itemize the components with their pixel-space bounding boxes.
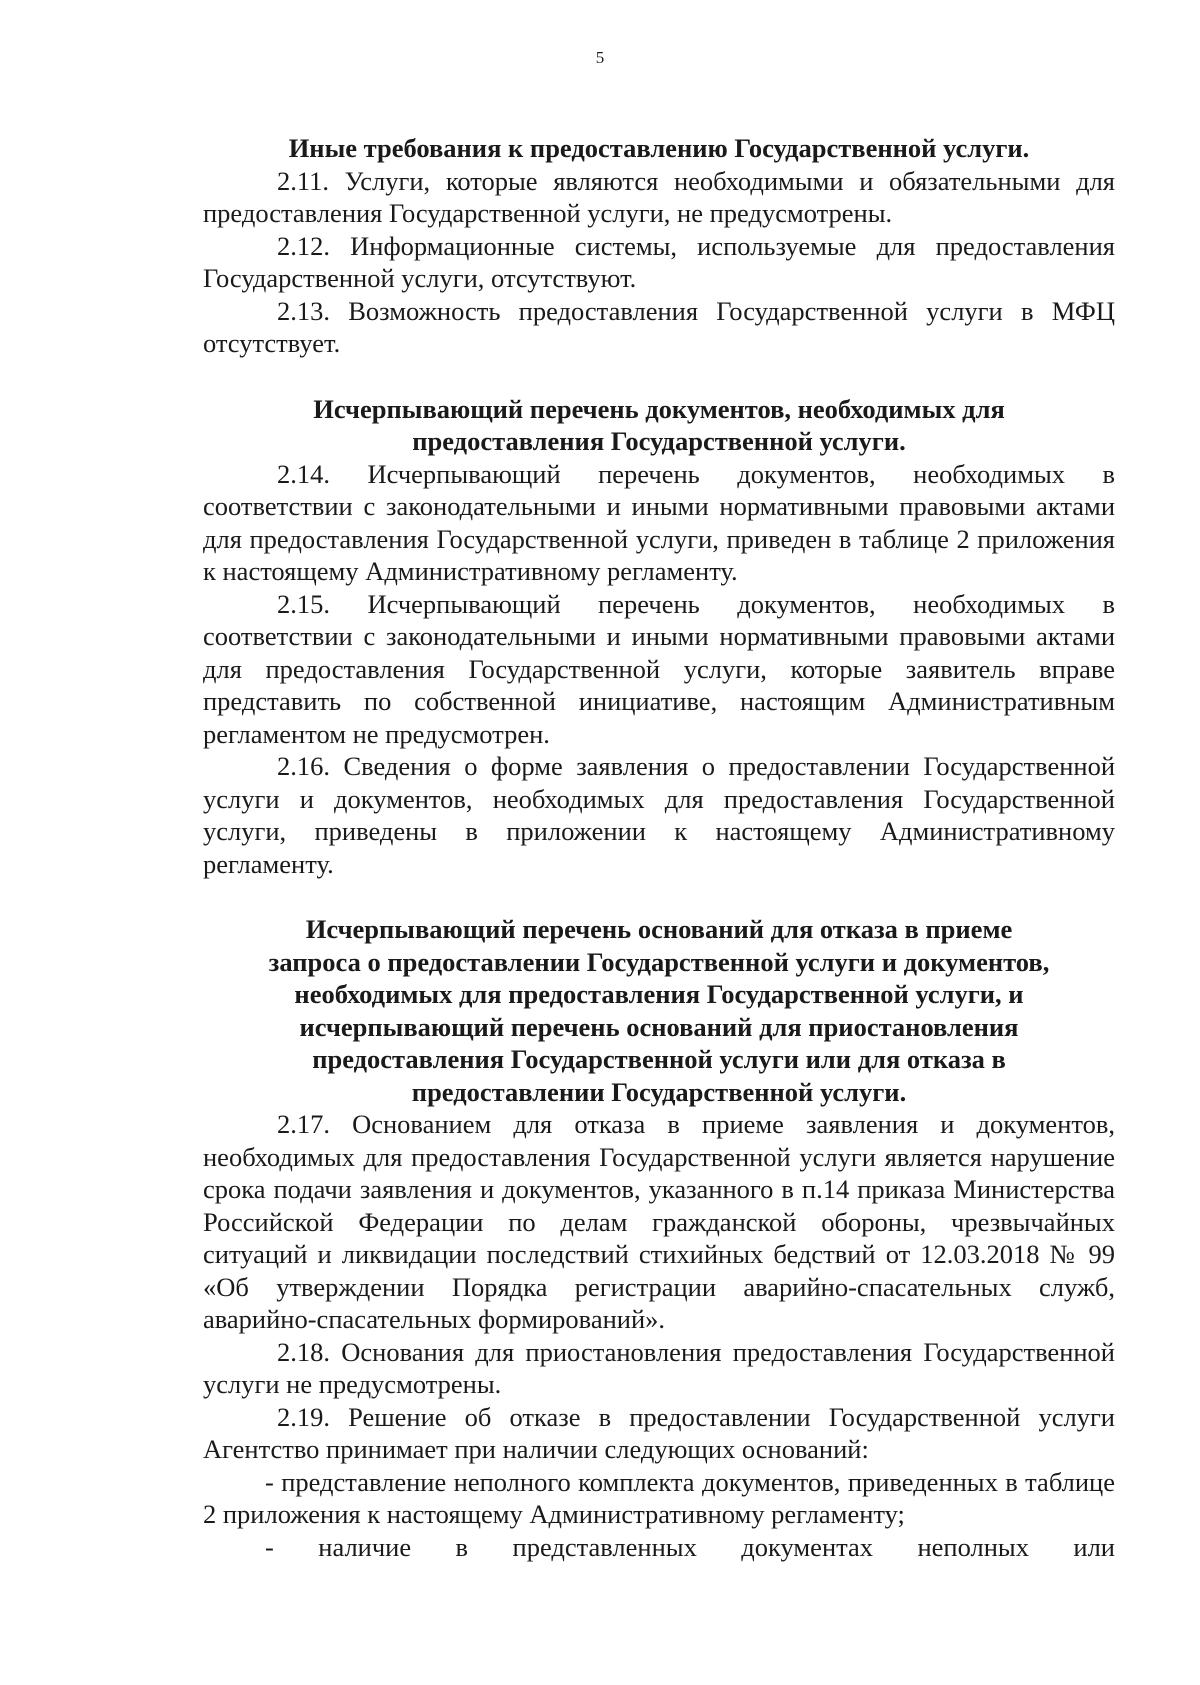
heading-line: Иные требования к предоставлению Государственной услуги. [288,133,1030,163]
heading-line: исчерпывающий перечень оснований для приостановления [299,1011,1019,1042]
paragraph-2-19: 2.19. Решение об отказе в предоставлении Государственной услуги Агентство принимает при наличии следующих оснований: [203,1401,1115,1464]
paragraph-2-11: 2.11. Услуги, которые являются необходимыми и обязательными для предоставления Государственной услуги, не предусмотрены. [203,165,1115,228]
section-heading [203,132,1115,165]
list-item: - наличие в представленных документах неполных или [265,1531,1115,1562]
paragraph-2-16: 2.16. Сведения о форме заявления о предоставлении Государственной услуги и документов, необходимых для предоставления Государственной услуги, приведены в приложении к настоящему Административному регламенту. [203,751,1115,879]
heading-line: предоставления Государственной услуги. [412,426,906,456]
paragraph-2-14: 2.14. Исчерпывающий перечень документов, необходимых в соответствии с законодательными и иными нормативными правовыми актами для предоставления Государственной услуги, приведен в таблице 2 приложения к настоящему Административному регламенту. [203,458,1115,586]
section-gap [203,880,1115,913]
document-body [203,132,1115,1563]
section-other-requirements [203,132,1115,360]
heading-line: Исчерпывающий перечень документов, необходимых для [313,393,1005,424]
paragraph-2-13: 2.13. Возможность предоставления Государственной услуги в МФЦ отсутствует. [203,295,1115,358]
heading-line: Исчерпывающий перечень оснований для отказа в приеме [305,914,1013,944]
section-refusal-grounds [203,913,1115,1563]
paragraph-2-15: 2.15. Исчерпывающий перечень документов, необходимых в соответствии с законодательными и иными нормативными правовыми актами для предоставления Государственной услуги, которые заявитель вправе представить по собственной инициативе, настоящим Административным регламентом не предусмотрен. [203,588,1115,749]
paragraph-2-12: 2.12. Информационные системы, используемые для предоставления Государственной услуги, отсутствуют. [203,230,1115,293]
heading-line: необходимых для предоставления Государственной услуги, и [294,979,1024,1009]
section-documents-list [203,393,1115,881]
page-number: 5 [595,48,605,67]
heading-line: предоставлении Государственной услуги. [411,1076,907,1107]
section-heading [203,393,1115,458]
paragraph-2-18: 2.18. Основания для приостановления предоставления Государственной услуги не предусмотрены. [203,1336,1115,1399]
section-heading [203,913,1115,1108]
list-item: - представление неполного комплекта документов, приведенных в таблице 2 приложения к настоящему Административному регламенту; [203,1466,1115,1529]
heading-line: предоставления Государственной услуги или для отказа в [312,1044,1006,1074]
paragraph-2-17: 2.17. Основанием для отказа в приеме заявления и документов, необходимых для предоставления Государственной услуги является нарушение срока подачи заявления и документов, указанного в п.14 приказа Министерства Российской Федерации по делам гражданской обороны, чрезвычайных ситуаций и ликвидации последствий стихийных бедствий от 12.03.2018 № 99 «Об утверждении Порядка регистрации аварийно-спасательных служб, аварийно-спасательных формирований». [203,1109,1115,1334]
section-gap [203,360,1115,393]
heading-line: запроса о предоставлении Государственной услуги и документов, [268,946,1050,977]
